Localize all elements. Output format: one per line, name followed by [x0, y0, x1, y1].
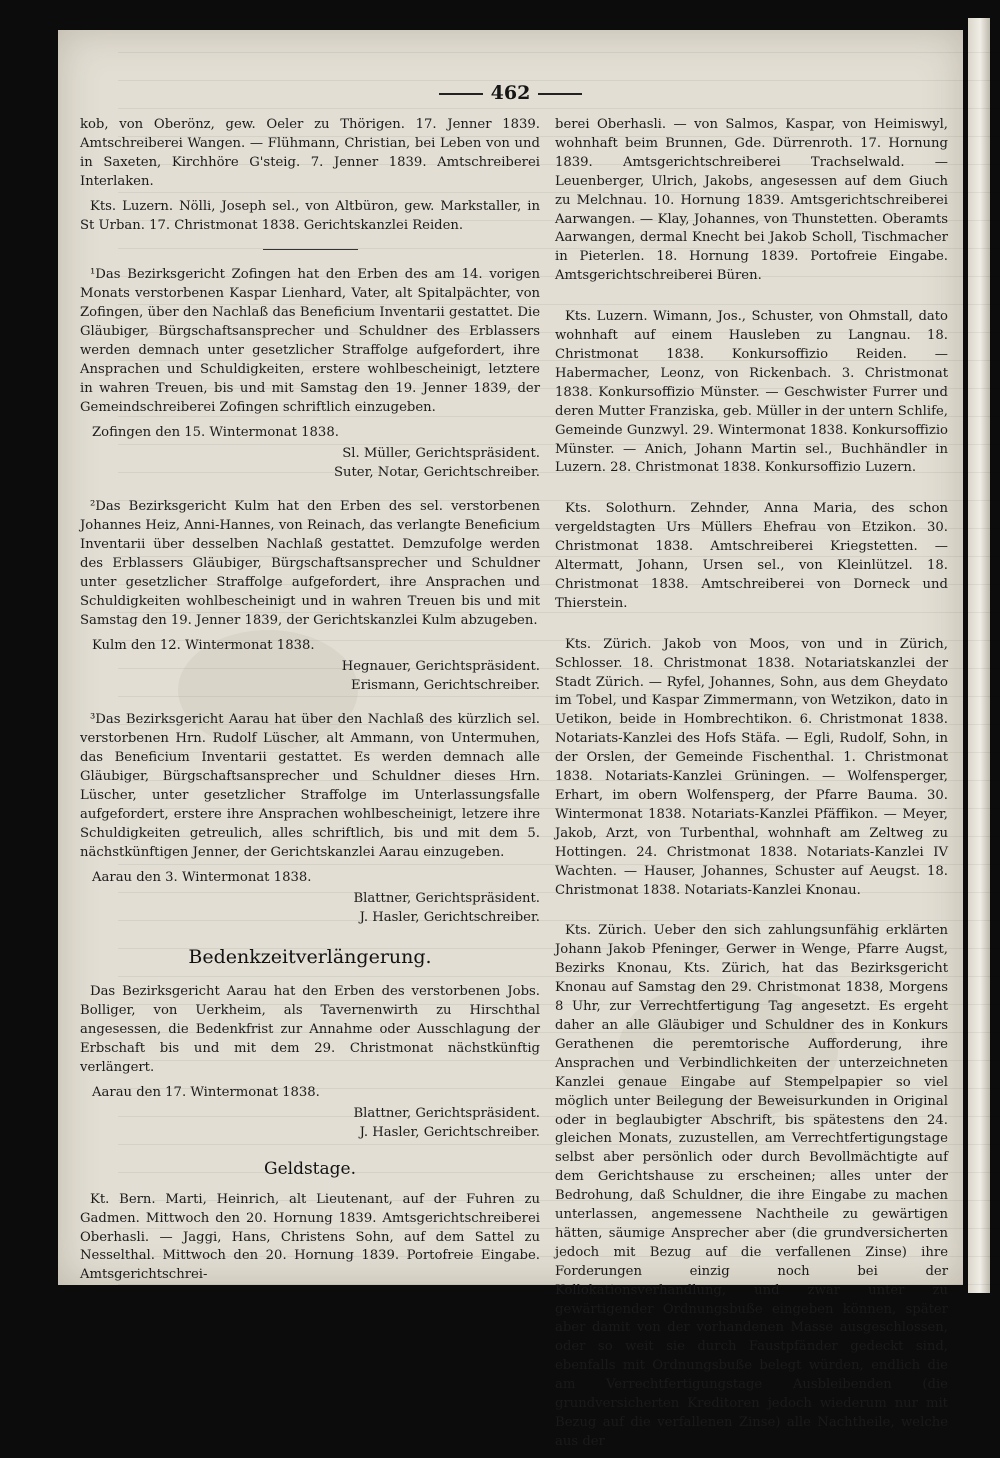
paragraph: Kts. Zürich. Ueber den sich zahlungsunfähig erklärten Johann Jakob Pfeninger, Gerwer in Wenge, Pfarre Augst, Bezirks Knonau, Kts. Zürich, hat das Bezirksgericht Knonau auf Samstag den 29. Christmonat 1838, Morgens 8 Uhr, zur Verrechtfertigung Tag angesetzt. Es ergeht daher an alle Gläubiger und Schuldner des in Konkurs Gerathenen die peremtorische Aufforderung, ihre Ansprachen und Verbindlichkeiten der unterzeichneten Kanzlei genaue Eingabe auf Stempelpapier so viel möglich unter Beilegung der Beweisurkunden in Original oder in beglaubigter Abschrift, bis spätestens den 24. gleichen Monats, zuzustellen, am Verrechtfertigungstage selbst aber persönlich oder durch Bevollmächtigte auf dem Gerichtshause zu erscheinen; alles unter der Bedrohung, daß Schuldner, die ihre Eingabe zu machen unterlassen, angemessene Nachtheile zu gewärtigen hätten, säumige Ansprecher aber (die grundversicherten jedoch mit Bezug auf die verfallenen Zinse) ihre Forderungen einzig noch bei der Kollokationsverhandlung, und zwar unter zu gewärtigender Ordnungsbuße eingeben können, später aber damit von der vorhandenen Masse ausgeschlossen, oder so weit sie durch Faustpfänder gedeckt sind, ebenfalls mit Ordnungsbuße belegt würden, endlich die am Verrechtfertigungstage Ausbleibenden (die grundversicherten Kreditoren jedoch wiederum nur mit Bezug auf die verfallenen Zinse) alle Nachtheile, welche aus der: [555, 923, 948, 1449]
notice-signature: Blattner, Gerichtspräsident.: [353, 1105, 540, 1121]
notice-date: Kulm den 12. Wintermonat 1838.: [92, 637, 315, 653]
notice-signature: Suter, Notar, Gerichtschreiber.: [333, 464, 540, 480]
paragraph: Kts. Luzern. Wimann, Jos., Schuster, von Ohmstall, dato wohnhaft auf einem Hausleben zu Langnau. 18. Christmonat 1838. Konkursoffizio Reiden. — Habermacher, Leonz, von Rickenbach. 3. Christmonat 1838. Konkursoffizio Münster. — Geschwister Furrer und deren Mutter Franziska, geb. Müller in der untern Schlife, Gemeinde Gunzwyl. 29. Wintermonat 1838. Konkursoffizio Münster. — Anich, Johann Martin sel., Buchhändler in Luzern. 28. Christmonat 1838. Konkursoffizio Luzern.: [555, 309, 948, 476]
notice-date: Aarau den 3. Wintermonat 1838.: [92, 869, 312, 885]
paragraph: kob, von Oberönz, gew. Oeler zu Thörigen. 17. Jenner 1839. Amtschreiberei Wangen. — Flühmann, Christian, bei Leben von und in Saxeten, Kirchhöre G'steig. 7. Jenner 1839. Amtschreiberei Interlaken.: [80, 117, 540, 189]
page-number: 462: [490, 82, 531, 104]
notice-signature: J. Hasler, Gerichtschreiber.: [359, 909, 540, 925]
notice-text: ¹Das Bezirksgericht Zofingen hat den Erben des am 14. vorigen Monats verstorbenen Kaspar Lienhard, Vater, alt Spitalpächter, von Zofingen, über den Nachlaß das Beneficium Inventarii gestattet. Die Gläubiger, Bürgschaftsansprecher und Schuldner des Erblassers werden demnach unter gesetzlicher Straffolge aufgefordert, ihre Ansprachen und Schuldigkeiten, erstere wohlbescheinigt, letztere in wahren Treuen, bis und mit Samstag den 19. Jenner 1839, der Gemeindschreiberei Zofingen schriftlich einzugeben.: [80, 267, 540, 415]
section-heading: Bedenkzeitverlängerung.: [188, 946, 432, 969]
notice-kulm: [80, 498, 540, 695]
notice-date: Zofingen den 15. Wintermonat 1838.: [92, 424, 339, 440]
notice-text: ²Das Bezirksgericht Kulm hat den Erben des sel. verstorbenen Johannes Heiz, Anni-Hannes, von Reinach, das verlangte Beneficium Inventarii über desselben Nachlaß gestattet. Demzufolge werden des Erblassers Gläubiger, Bürgschaftsansprecher und Schuldner unter gesetzlicher Straffolge aufgefordert, ihre Ansprachen und Schuldigkeiten wohlbescheinigt und in wahren Treuen bis und mit Samstag den 19. Jenner 1839, der Gerichtskanzlei Kulm abzugeben.: [80, 499, 540, 628]
header-rule-left: [439, 93, 483, 95]
header-rule-right: [538, 93, 582, 95]
notice-signature: Erismann, Gerichtschreiber.: [351, 677, 540, 693]
paragraph: Kts. Solothurn. Zehnder, Anna Maria, des schon vergeldstagten Urs Müllers Ehefrau von Etzikon. 30. Christmonat 1838. Amtschreiberei Kriegstetten. — Altermatt, Johann, Ursen sel., von Kleinlützel. 18. Christmonat 1838. Amtschreiberei von Dorneck und Thierstein.: [555, 501, 948, 611]
notice-zofingen: [80, 266, 540, 482]
paragraph: berei Oberhasli. — von Salmos, Kaspar, von Heimiswyl, wohnhaft beim Brunnen, Gde. Dürrenroth. 17. Hornung 1839. Amtsgerichtschreiberei Trachselwald. — Leuenberger, Ulrich, Jakobs, angesessen auf dem Giuch zu Melchnau. 10. Hornung 1839. Amtsgerichtschreiberei Aarwangen. — Klay, Johannes, von Thunstetten. Oberamts Aarwangen, dermal Knecht bei Jakob Scholl, Tischmacher in Pieterlen. 18. Hornung 1839. Portofreie Eingabe. Amtsgerichtschreiberei Büren.: [555, 117, 948, 284]
notice-text: Das Bezirksgericht Aarau hat den Erben des verstorbenen Jobs. Bolliger, von Uerkheim, als Tavernenwirth zu Hirschthal angesessen, die Bedenkfrist zur Annahme oder Ausschlagung der Erbschaft bis und mit dem 29. Christmonat nächstkünftig verlängert.: [80, 984, 540, 1076]
notice-signature: Sl. Müller, Gerichtspräsident.: [342, 445, 540, 461]
paragraph: Kts. Zürich. Jakob von Moos, von und in Zürich, Schlosser. 18. Christmonat 1838. Notariatskanzlei der Stadt Zürich. — Ryfel, Johannes, Sohn, aus dem Gheydato im Tobel, und Kaspar Zimmermann, von Wetzikon, dato in Uetikon, beide in Hombrechtikon. 6. Christmonat 1838. Notariats-Kanzlei des Hofs Stäfa. — Egli, Rudolf, Sohn, in der Orslen, der Gemeinde Fischenthal. 1. Christmonat 1838. Notariats-Kanzlei Grüningen. — Wolfensperger, Erhart, im obern Wolfensperg, der Pfarre Bauma. 30. Wintermonat 1838. Notariats-Kanzlei Pfäffikon. — Meyer, Jakob, Arzt, von Turbenthal, wohnhaft am Zeltweg zu Hottingen. 24. Christmonat 1838. Notariats-Kanzlei IV Wachten. — Hauser, Johannes, Schuster auf Aeugst. 18. Christmonat 1838. Notariats-Kanzlei Knonau.: [555, 636, 948, 898]
notice-bedenkzeit: [80, 983, 540, 1142]
right-column: [555, 116, 948, 1458]
notice-signature: J. Hasler, Gerichtschreiber.: [359, 1124, 540, 1140]
paragraph: Kt. Bern. Marti, Heinrich, alt Lieutenant, auf der Fuhren zu Gadmen. Mittwoch den 20. Hornung 1839. Amtsgerichtschreiberei Oberhasli. — Jaggi, Hans, Christens Sohn, auf dem Sattel zu Nesselthal. Mittwoch den 20. Hornung 1839. Portofreie Eingabe. Amtsgerichtschrei-: [80, 1191, 540, 1283]
notice-aarau: [80, 711, 540, 927]
notice-signature: Hegnauer, Gerichtspräsident.: [341, 658, 540, 674]
left-column: [80, 116, 540, 1291]
notice-signature: Blattner, Gerichtspräsident.: [353, 890, 540, 906]
paragraph: Kts. Luzern. Nölli, Joseph sel., von Altbüron, gew. Markstaller, in St Urban. 17. Christmonat 1838. Gerichtskanzlei Reiden.: [80, 198, 540, 233]
section-heading: Geldstage.: [264, 1158, 356, 1179]
page-number-header: [58, 82, 963, 104]
notice-date: Aarau den 17. Wintermonat 1838.: [92, 1084, 320, 1100]
notice-text: ³Das Bezirksgericht Aarau hat über den Nachlaß des kürzlich sel. verstorbenen Hrn. Rudolf Lüscher, alt Ammann, von Untermuhen, das Beneficium Inventarii gestattet. Es werden demnach alle Gläubiger, Bürgschaftsansprecher und Schuldner dieses Hrn. Lüscher, unter gesetzlicher Straffolge im Unterlassungsfalle aufgefordert, erstere ihre Ansprachen wohlbescheinigt, letzere ihre Schuldigkeiten getreulich, alles schriftlich, bis und mit dem 5. nächstkünftigen Jenner, der Gerichtskanzlei Aarau einzugeben.: [80, 712, 540, 860]
section-divider: [263, 249, 358, 250]
